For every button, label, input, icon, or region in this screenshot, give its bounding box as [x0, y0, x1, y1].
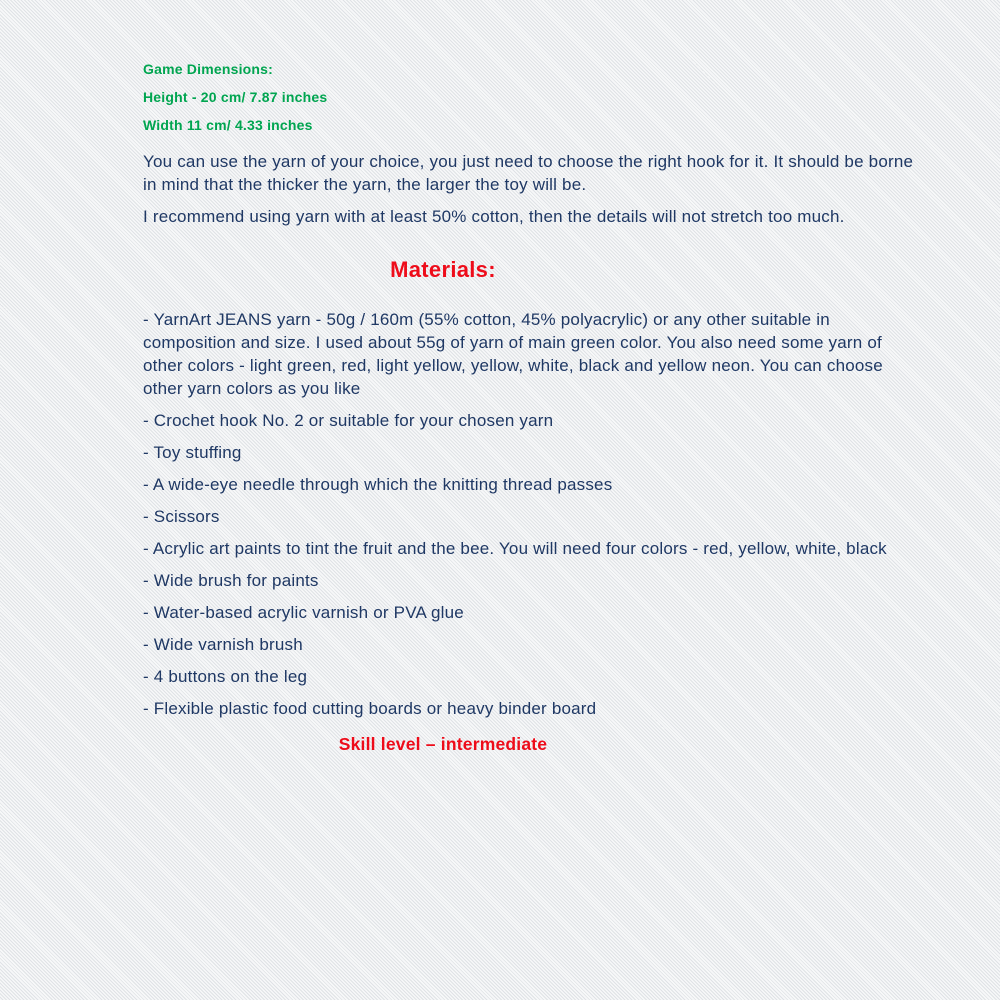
intro-paragraph-cotton-recommendation: I recommend using yarn with at least 50% cotton, then the details will not stretch too much.	[143, 207, 845, 226]
intro-paragraph-yarn-choice: You can use the yarn of your choice, you just need to choose the right hook for it. It should be borne in mind that the thicker the yarn, the larger the toy will be.	[143, 152, 914, 194]
material-item-needle: - A wide-eye needle through which the knitting thread passes	[143, 475, 613, 494]
dimensions-title: Game Dimensions:	[143, 61, 274, 77]
dimension-width: Width 11 cm/ 4.33 inches	[143, 117, 313, 133]
materials-list	[143, 308, 920, 720]
materials-heading: Materials:	[390, 257, 496, 282]
material-item-acrylic-paints: - Acrylic art paints to tint the fruit and the bee. You will need four colors - red, yellow, white, black	[143, 539, 887, 558]
material-item-varnish-brush: - Wide varnish brush	[143, 635, 303, 654]
material-item-crochet-hook: - Crochet hook No. 2 or suitable for your chosen yarn	[143, 411, 554, 430]
material-item-wide-brush: - Wide brush for paints	[143, 571, 319, 590]
material-item-toy-stuffing: - Toy stuffing	[143, 443, 242, 462]
skill-level: Skill level – intermediate	[338, 734, 548, 754]
material-item-scissors: - Scissors	[143, 507, 220, 526]
intro-section	[143, 150, 920, 228]
material-item-cutting-boards: - Flexible plastic food cutting boards or heavy binder board	[143, 699, 597, 718]
dimension-height: Height - 20 cm/ 7.87 inches	[143, 89, 328, 105]
material-item-buttons: - 4 buttons on the leg	[143, 667, 308, 686]
dimensions-section	[143, 62, 920, 133]
material-item-varnish: - Water-based acrylic varnish or PVA glue	[143, 603, 464, 622]
material-item-yarn: - YarnArt JEANS yarn - 50g / 160m (55% cotton, 45% polyacrylic) or any other suitable in composition and size. I used about 55g of yarn of main green color. You also need some yarn of other colors - light green, red, light yellow, yellow, white, black and yellow neon. You can choose other yarn colors as you like	[143, 310, 883, 398]
